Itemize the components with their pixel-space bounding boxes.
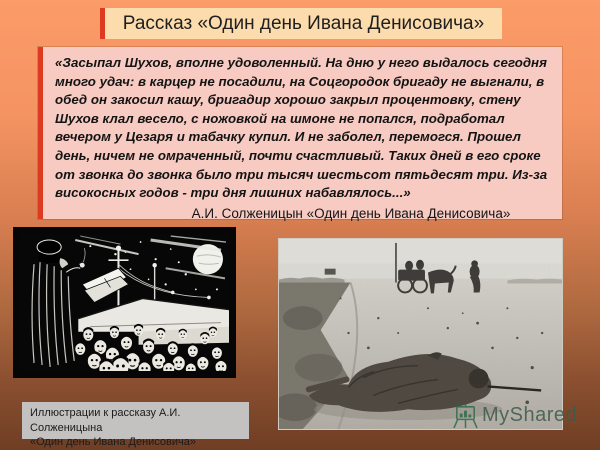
quote-box	[38, 47, 562, 219]
easel-chart-icon	[452, 402, 479, 429]
woodcut-illustration-frame	[13, 227, 236, 378]
caption-line-2: «Один день Ивана Денисовича»	[30, 436, 196, 448]
slide-title: Рассказ «Один день Ивана Денисовича»	[105, 8, 502, 39]
prisoner-crowd-woodcut-illustration	[20, 234, 229, 371]
caption-line-1: Иллюстрации к рассказу А.И. Солженицына	[30, 407, 181, 434]
illustrations-caption	[22, 402, 249, 448]
pole	[395, 243, 397, 283]
watermark-label: MyShared	[482, 403, 578, 426]
myshared-watermark	[452, 401, 577, 429]
slide-title-box	[100, 8, 502, 39]
quote-attribution: А.И. Солженицын «Один день Ивана Денисовича»	[191, 205, 511, 221]
far-vehicle	[325, 269, 336, 275]
quote-text: «Засыпал Шухов, вполне удоволенный. На дню у него выдалось сегодня много удач: в карцер не посадили, на Соцгородок бригаду не выгнали, в обед он закосил кашу, бригадир хорошо закрыл процентовку, стену Шухов клал весело, с ножовкой на шмоне не попался, подработал вечером у Цезаря и табачку купил. И не заболел, перемогся. Прошел день, ничем не омраченный, почти счастливый. Таких дней в его сроке от звонка до звонка было три тысяч шестьсот пятьдесят три. Из-за високосных годов - три дня лишних набавлялось...»	[55, 55, 548, 201]
